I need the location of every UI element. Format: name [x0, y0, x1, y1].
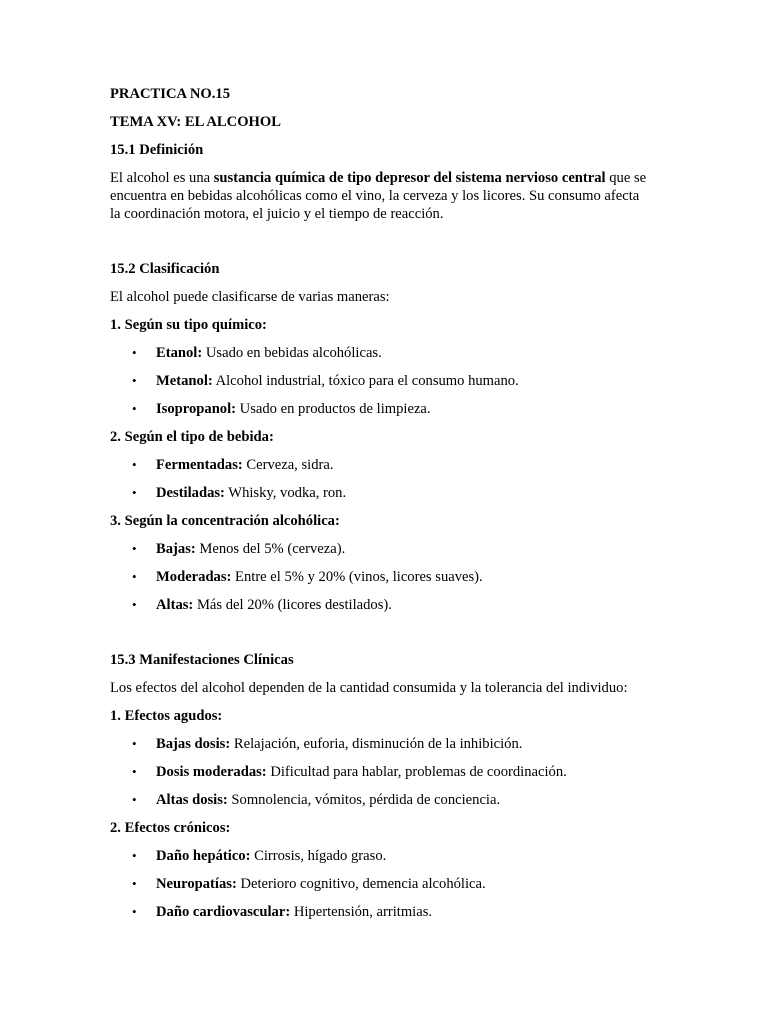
bullet-icon: • [132, 848, 137, 863]
bullet-icon: • [132, 345, 137, 360]
section-heading-clinical: 15.3 Manifestaciones Clínicas [110, 652, 294, 668]
list-item: • Metanol: Alcohol industrial, tóxico para el consumo humano. [132, 373, 519, 389]
list-item: • Dosis moderadas: Dificultad para hablar, problemas de coordinación. [132, 764, 567, 780]
topic-title: TEMA XV: EL ALCOHOL [110, 114, 281, 130]
list-chemical-type [110, 344, 650, 418]
bullet-icon: • [132, 764, 137, 779]
document-page [110, 85, 650, 921]
list-item: • Isopropanol: Usado en productos de limpieza. [132, 401, 431, 417]
bullet-icon: • [132, 597, 137, 612]
subheading-chronic-effects: 2. Efectos crónicos: [110, 820, 231, 836]
list-alcohol-concentration [110, 540, 650, 614]
subheading-alcohol-concentration: 3. Según la concentración alcohólica: [110, 513, 340, 529]
list-item: • Bajas dosis: Relajación, euforia, disminución de la inhibición. [132, 736, 523, 752]
bullet-icon: • [132, 792, 137, 807]
clinical-intro: Los efectos del alcohol dependen de la cantidad consumida y la tolerancia del individuo: [110, 680, 628, 696]
section-heading-classification: 15.2 Clasificación [110, 261, 220, 277]
bullet-icon: • [132, 904, 137, 919]
subheading-chemical-type: 1. Según su tipo químico: [110, 317, 267, 333]
list-item: • Fermentadas: Cerveza, sidra. [132, 457, 334, 473]
bullet-icon: • [132, 457, 137, 472]
classification-intro: El alcohol puede clasificarse de varias maneras: [110, 289, 390, 305]
list-item: • Moderadas: Entre el 5% y 20% (vinos, licores suaves). [132, 569, 483, 585]
list-item: • Etanol: Usado en bebidas alcohólicas. [132, 345, 382, 361]
list-item: • Altas: Más del 20% (licores destilados). [132, 597, 392, 613]
section-heading-definition: 15.1 Definición [110, 142, 204, 158]
subheading-acute-effects: 1. Efectos agudos: [110, 708, 223, 724]
list-item: • Destiladas: Whisky, vodka, ron. [132, 485, 347, 501]
bullet-icon: • [132, 569, 137, 584]
list-item: • Bajas: Menos del 5% (cerveza). [132, 541, 346, 557]
list-beverage-type [110, 456, 650, 502]
list-item: • Daño cardiovascular: Hipertensión, arritmias. [132, 904, 433, 920]
bullet-icon: • [132, 485, 137, 500]
bullet-icon: • [132, 876, 137, 891]
definition-paragraph: El alcohol es una sustancia química de tipo depresor del sistema nervioso central que se encuentra en bebidas alcohólicas como el vino, la cerveza y los licores. Su consumo afecta la coordinación motora, el juicio y el tiempo de reacción. [110, 170, 647, 222]
list-chronic-effects [110, 847, 650, 921]
practice-number: PRACTICA NO.15 [110, 86, 230, 102]
bullet-icon: • [132, 736, 137, 751]
list-item: • Altas dosis: Somnolencia, vómitos, pérdida de conciencia. [132, 792, 501, 808]
list-acute-effects [110, 735, 650, 809]
list-item: • Daño hepático: Cirrosis, hígado graso. [132, 848, 387, 864]
list-item: • Neuropatías: Deterioro cognitivo, demencia alcohólica. [132, 876, 486, 892]
subheading-beverage-type: 2. Según el tipo de bebida: [110, 429, 274, 445]
bullet-icon: • [132, 373, 137, 388]
bullet-icon: • [132, 401, 137, 416]
bullet-icon: • [132, 541, 137, 556]
